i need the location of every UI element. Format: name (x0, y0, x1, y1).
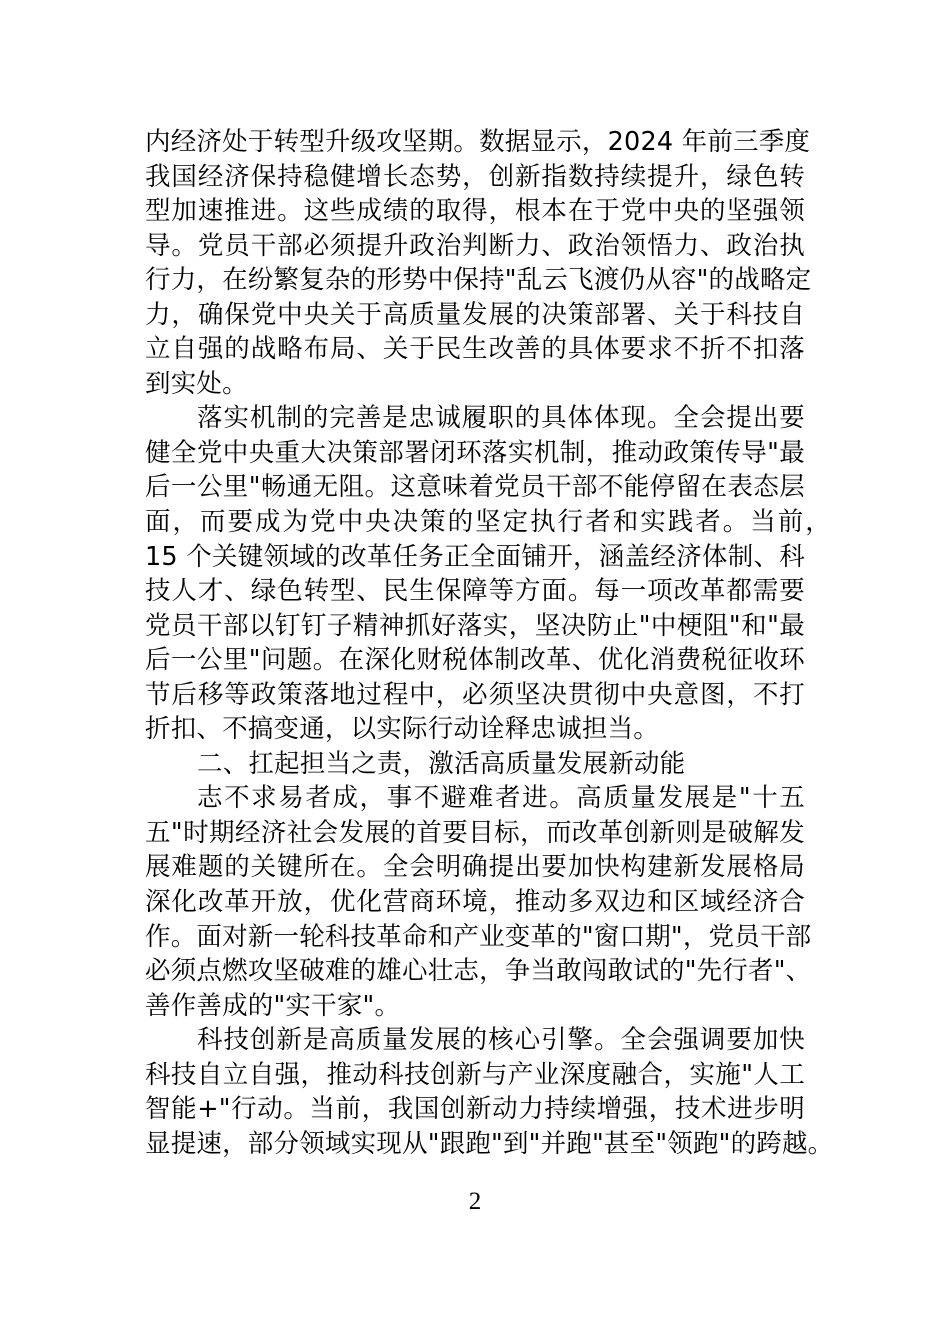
text-line: 智能+"行动。当前，我国创新动力持续增强，技术进步明 (145, 1094, 805, 1125)
text-line: 到实处。 (145, 368, 248, 399)
text-line: 显提速，部分领域实现从"跟跑"到"并跑"甚至"领跑"的跨越。 (145, 1128, 834, 1159)
text-line: 导。党员干部必须提升政治判断力、政治领悟力、政治执 (145, 230, 805, 261)
text-line: 展难题的关键所在。全会明确提出要加快构建新发展格局 (145, 852, 805, 883)
text-line: 科技自立自强，推动科技创新与产业深度融合，实施"人工 (145, 1059, 805, 1090)
text-line: 五"时期经济社会发展的首要目标，而改革创新则是破解发 (145, 817, 805, 848)
text-line: 我国经济保持稳健增长态势，创新指数持续提升，绿色转 (145, 161, 805, 192)
text-line: 行力，在纷繁复杂的形势中保持"乱云飞渡仍从容"的战略定 (145, 265, 812, 296)
text-line: 作。面对新一轮科技革命和产业变革的"窗口期"，党员干部 (145, 921, 812, 952)
text-line: 健全党中央重大决策部署闭环落实机制，推动政策传导"最 (145, 437, 805, 468)
document-body (145, 125, 834, 1161)
text-line: 面，而要成为党中央决策的坚定执行者和实践者。当前， (145, 507, 831, 538)
text-line: 党员干部以钉钉子精神抓好落实，坚决防止"中梗阻"和"最 (145, 610, 805, 641)
text-line: 技人才、绿色转型、民生保障等方面。每一项改革都需要 (145, 576, 805, 607)
text-line: 落实机制的完善是忠诚履职的具体体现。全会提出要 (197, 403, 805, 434)
page-number: 2 (468, 1188, 482, 1215)
text-line: 型加速推进。这些成绩的取得，根本在于党中央的坚强领 (145, 196, 805, 227)
text-line: 力，确保党中央关于高质量发展的决策部署、关于科技自 (145, 299, 805, 330)
text-line: 内经济处于转型升级攻坚期。数据显示，2024 年前三季度 (145, 127, 811, 157)
text-line: 志不求易者成，事不避难者进。高质量发展是"十五 (197, 783, 805, 814)
text-line: 科技创新是高质量发展的核心引擎。全会强调要加快 (197, 1025, 805, 1056)
text-line: 节后移等政策落地过程中，必须坚决贯彻中央意图，不打 (145, 679, 805, 710)
text-line: 深化改革开放，优化营商环境，推动多双边和区域经济合 (145, 887, 805, 918)
text-line: 必须点燃攻坚破难的雄心壮志，争当敢闯敢试的"先行者"、 (145, 956, 812, 987)
text-line: 善作善成的"实干家"。 (145, 990, 401, 1021)
section-heading: 二、扛起担当之责，激活高质量发展新动能 (197, 748, 686, 779)
text-line: 折扣、不搞变通，以实际行动诠释忠诚担当。 (145, 714, 660, 745)
text-line: 后一公里"畅通无阻。这意味着党员干部不能停留在表态层 (145, 472, 805, 503)
text-line: 15 个关键领域的改革任务正全面铺开，涵盖经济体制、科 (145, 541, 805, 572)
text-line: 后一公里"问题。在深化财税体制改革、优化消费税征收环 (145, 645, 805, 676)
text-line: 立自强的战略布局、关于民生改善的具体要求不折不扣落 (145, 334, 805, 365)
